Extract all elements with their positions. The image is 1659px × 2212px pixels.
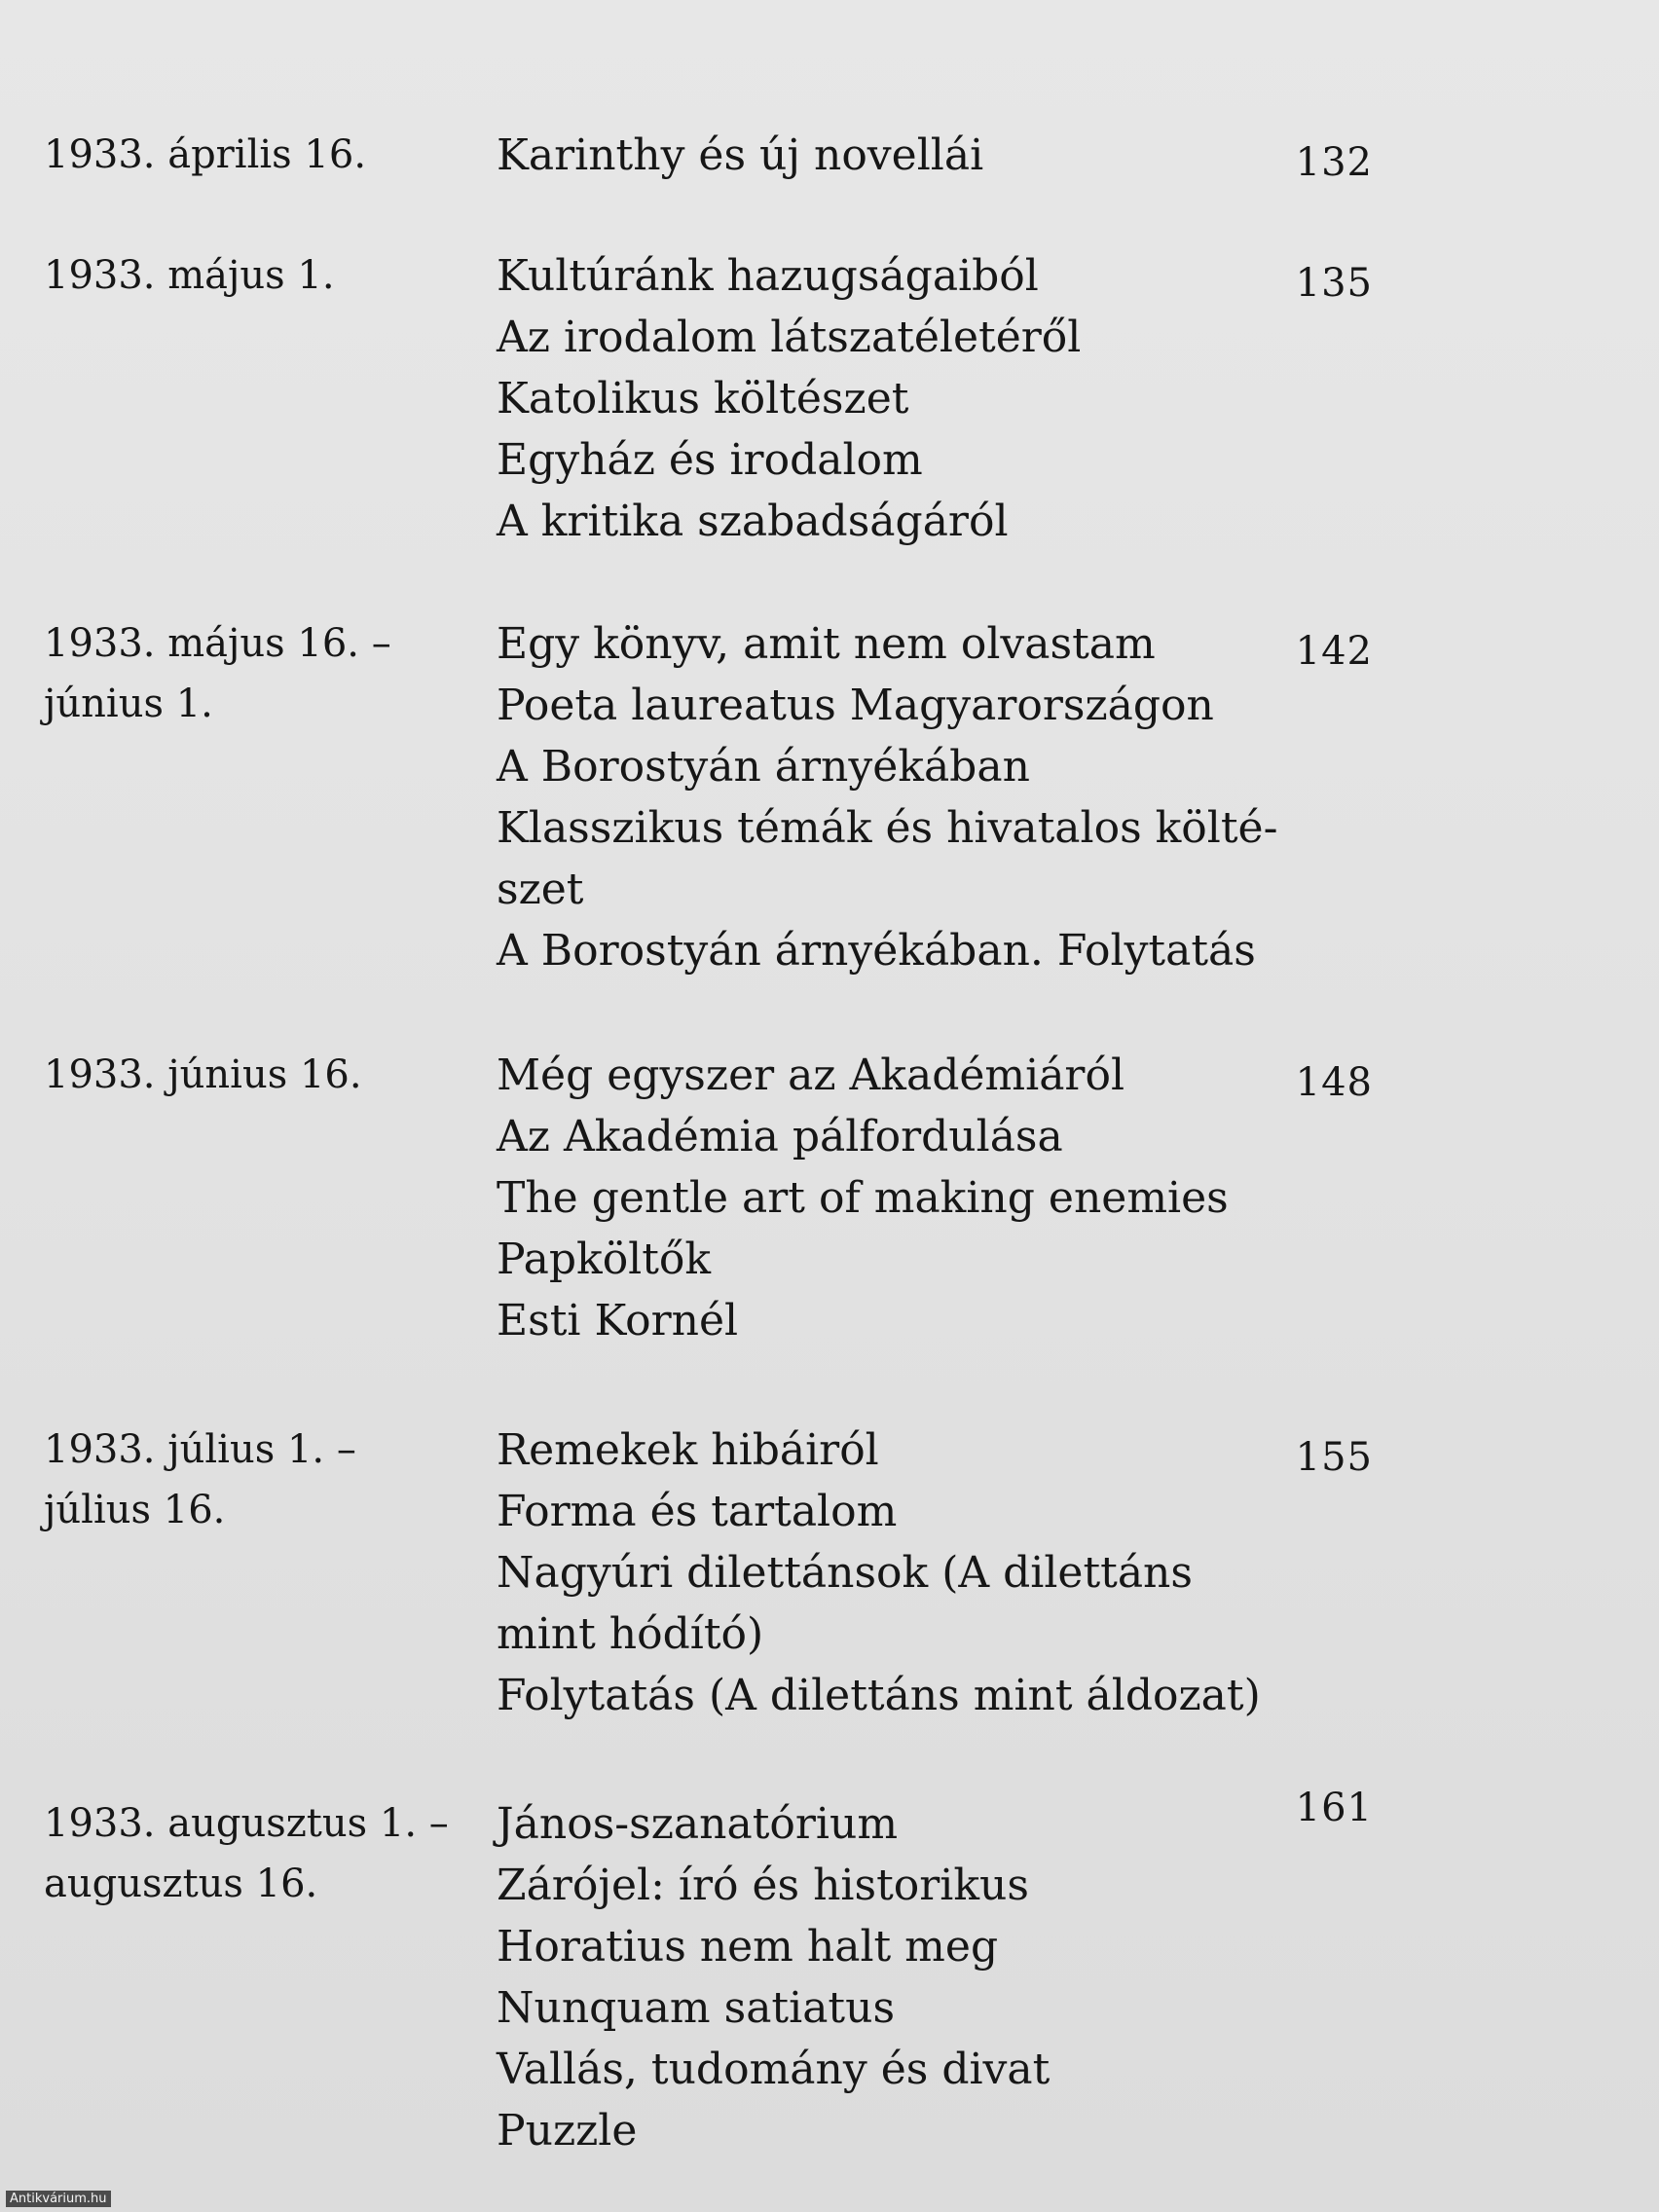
entry-title: Forma és tartalom (497, 1487, 898, 1536)
date-line: 1933. május 16. – (44, 621, 391, 666)
entry-title: Esti Kornél (497, 1296, 739, 1346)
entry-date (44, 125, 453, 185)
entry-date (44, 1793, 453, 1914)
entry-title: Egyház és irodalom (497, 435, 923, 485)
entry-title: A Borostyán árnyékában. Folytatás (497, 926, 1256, 976)
entry-title: Katolikus költészet (497, 374, 909, 424)
page-number: 155 (1295, 1435, 1373, 1480)
entry-titles (497, 125, 1275, 186)
date-line: 1933. május 1. (44, 253, 335, 298)
entry-title: The gentle art of making enemies (497, 1173, 1229, 1223)
page-number: 132 (1295, 140, 1373, 185)
entry-title: mint hódító) (497, 1609, 764, 1659)
entry-date (44, 245, 453, 306)
date-line: 1933. április 16. (44, 132, 367, 177)
entry-title: János-szanatórium (497, 1799, 899, 1849)
entry-titles (497, 245, 1275, 552)
date-line: június 1. (44, 682, 213, 726)
entry-title: Az irodalom látszatéletéről (497, 313, 1082, 362)
page-number: 148 (1295, 1060, 1373, 1105)
entry-date (44, 1419, 453, 1540)
entry-title: A kritika szabadságáról (497, 497, 1009, 546)
entry-title: Horatius nem halt meg (497, 1922, 999, 1972)
entry-title: Papköltők (497, 1235, 712, 1284)
entry-titles (497, 1419, 1275, 1726)
entry-titles (497, 1793, 1275, 2161)
entry-title: Nagyúri dilettánsok (A dilettáns (497, 1548, 1193, 1598)
entry-date (44, 613, 453, 734)
entry-title: Zárójel: író és historikus (497, 1861, 1029, 1910)
entry-title: Folytatás (A dilettáns mint áldozat) (497, 1671, 1261, 1720)
entry-titles (497, 613, 1278, 981)
entry-title: Nunquam satiatus (497, 1983, 896, 2033)
entry-title: Klasszikus témák és hivatalos költé- (497, 803, 1278, 853)
date-line: augusztus 16. (44, 1862, 318, 1906)
date-line: 1933. június 16. (44, 1052, 362, 1097)
entry-date (44, 1045, 453, 1105)
date-line: 1933. augusztus 1. – (44, 1801, 449, 1846)
date-line: 1933. július 1. – (44, 1427, 356, 1472)
entry-title: Még egyszer az Akadémiáról (497, 1051, 1125, 1100)
entry-title: Kultúránk hazugságaiból (497, 251, 1039, 301)
page-number: 161 (1295, 1786, 1373, 1830)
entry-title: Az Akadémia pálfordulása (497, 1112, 1063, 1161)
page-number: 142 (1295, 629, 1373, 674)
page-number: 135 (1295, 261, 1373, 306)
entry-title: Puzzle (497, 2106, 638, 2156)
entry-title: Poeta laureatus Magyarországon (497, 681, 1214, 730)
watermark: Antikvárium.hu (6, 2191, 111, 2207)
entry-title: A Borostyán árnyékában (497, 742, 1030, 792)
date-line: július 16. (44, 1488, 226, 1532)
entry-title: Egy könyv, amit nem olvastam (497, 619, 1156, 669)
entry-title: Remekek hibáiról (497, 1425, 879, 1475)
entry-titles (497, 1045, 1275, 1351)
entry-title: Karinthy és új novellái (497, 130, 984, 180)
entry-title: Vallás, tudomány és divat (497, 2045, 1051, 2094)
entry-title: szet (497, 865, 584, 914)
